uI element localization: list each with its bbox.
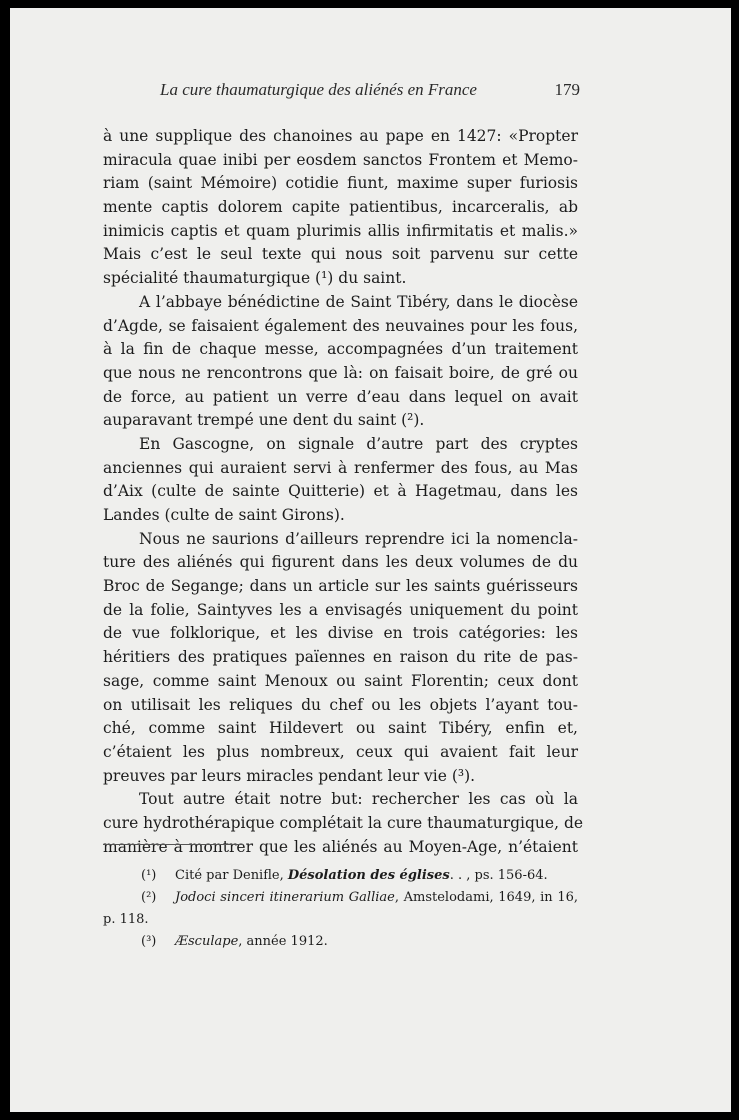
text-line: de force, au patient un verre d’eau dans lequel on avait	[103, 387, 578, 406]
text-line: d’Agde, se faisaient également des neuvaines pour les fous,	[103, 316, 578, 335]
text-line: miracula quae inibi per eosdem sanctos Frontem et Memo-	[103, 150, 578, 169]
text-line: à la fin de chaque messe, accompagnées d’un traitement	[103, 340, 578, 359]
footnote-2	[103, 887, 578, 909]
footnote-marker: (¹)	[141, 868, 157, 883]
text-line: sage, comme saint Menoux ou saint Florentin; ceux dont	[103, 671, 578, 690]
text-line: anciennes qui auraient servi à renfermer des fous, au Mas	[103, 458, 578, 477]
footnote-2-continued: p. 118.	[103, 912, 149, 927]
text-line: spécialité thaumaturgique (¹) du saint.	[103, 269, 407, 288]
footnote-title: Jodoci sinceri itinerarium Galliae	[175, 890, 395, 905]
footnote-title: Désolation des églises	[287, 868, 450, 883]
text-line: riam (saint Mémoire) cotidie fiunt, maxime super furiosis	[103, 174, 578, 193]
footnote-text: , Amstelodami, 1649, in 16,	[394, 890, 579, 905]
text-line: c’étaient les plus nombreux, ceux qui avaient fait leur	[103, 742, 578, 761]
text-line: Broc de Segange; dans un article sur les saints guérisseurs	[103, 577, 578, 596]
text-line: d’Aix (culte de sainte Quitterie) et à Hagetmau, dans les	[103, 482, 578, 501]
text-line: preuves par leurs miracles pendant leur vie (³).	[103, 766, 476, 785]
text-line: A l’abbaye bénédictine de Saint Tibéry, dans le diocèse	[139, 292, 578, 311]
text-line: inimicis captis et quam plurimis allis infirmitatis et malis.»	[103, 221, 578, 240]
footnote-1	[103, 865, 578, 887]
text-line: manière à montrer que les aliénés au Moyen-Age, n’étaient	[103, 837, 578, 856]
text-line: cure hydrothérapique complétait la cure thaumaturgique, de	[103, 813, 584, 832]
text-line: Landes (culte de saint Girons).	[103, 506, 345, 524]
footnote-separator	[103, 844, 243, 845]
footnote-3	[103, 931, 578, 953]
footnote-text: , année 1912.	[238, 934, 328, 949]
text-line: héritiers des pratiques païennes en raison du rite de pas-	[103, 648, 578, 667]
running-title: La cure thaumaturgique des aliénés en France	[160, 80, 477, 99]
footnote-text: . . , ps. 156-64.	[449, 868, 548, 883]
text-line: de vue folklorique, et les divise en trois catégories: les	[103, 624, 578, 643]
book-page	[10, 8, 731, 1112]
text-line: ché, comme saint Hildevert ou saint Tibéry, enfin et,	[103, 719, 578, 738]
footnote-title: Æsculape	[175, 934, 239, 949]
text-line: Nous ne saurions d’ailleurs reprendre ici la nomencla-	[139, 529, 578, 548]
text-line: de la folie, Saintyves les a envisagés uniquement du point	[103, 600, 578, 619]
text-line: mente captis dolorem capite patientibus, incarceralis, ab	[103, 198, 578, 217]
footnotes	[103, 865, 578, 953]
running-head	[160, 79, 580, 101]
text-line: à une supplique des chanoines au pape en 1427: «Propter	[103, 127, 578, 145]
text-line: Mais c’est le seul texte qui nous soit parvenu sur cette	[103, 245, 578, 264]
text-line: ture des aliénés qui figurent dans les deux volumes de du	[103, 553, 578, 572]
text-line: auparavant trempé une dent du saint (²).	[103, 411, 425, 430]
text-line: En Gascogne, on signale d’autre part des cryptes	[139, 434, 578, 453]
text-line: Tout autre était notre but: rechercher les cas où la	[139, 790, 578, 809]
footnote-text: Cité par Denifle,	[175, 868, 288, 883]
footnote-marker: (³)	[141, 934, 157, 949]
footnote-marker: (²)	[141, 890, 157, 905]
page-number: 179	[554, 80, 580, 99]
text-line: que nous ne rencontrons que là: on faisait boire, de gré ou	[103, 363, 578, 382]
text-line: on utilisait les reliques du chef ou les objets l’ayant tou-	[103, 695, 578, 714]
body-text	[103, 125, 584, 859]
